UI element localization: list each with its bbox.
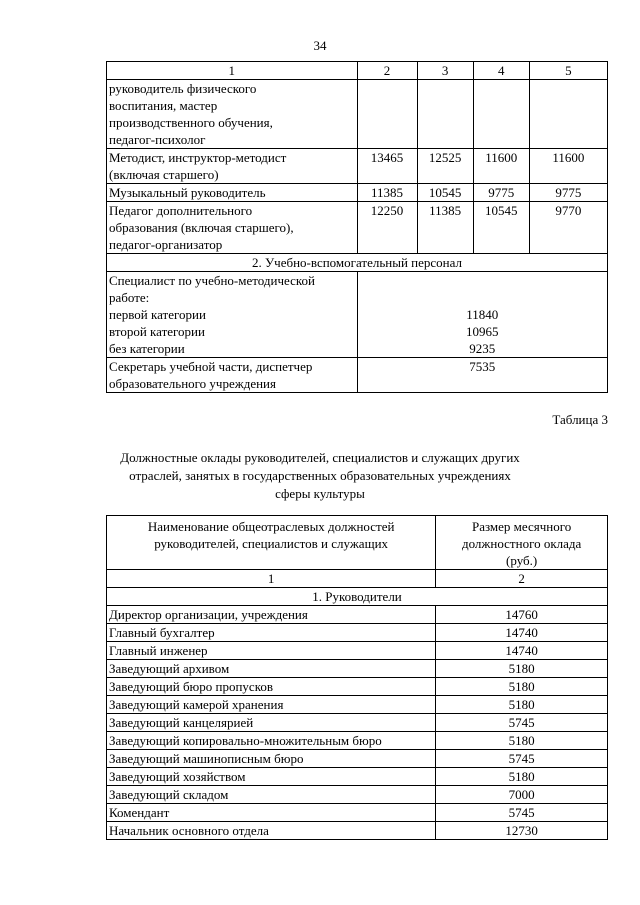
position-name: Методист, инструктор-методист (включая старшего) <box>107 149 358 184</box>
position-name: Начальник основного отдела <box>107 822 436 840</box>
position-name: Главный бухгалтер <box>107 624 436 642</box>
salary-cell: 14740 <box>436 642 608 660</box>
salary-cell: 5745 <box>436 714 608 732</box>
salary-cell: 7535 <box>357 358 608 393</box>
salary-cell: 5180 <box>436 732 608 750</box>
column-header: Наименование общеотраслевых должностей руководителей, специалистов и служащих <box>107 516 436 570</box>
column-number: 1 <box>107 570 436 588</box>
section-title: 1. Руководители <box>107 588 608 606</box>
position-name: Педагог дополнительного образования (включая старшего), педагог-организатор <box>107 202 358 254</box>
table-row <box>107 804 608 822</box>
table-row <box>107 358 608 393</box>
table-row <box>107 750 608 768</box>
salary-cell <box>417 80 473 149</box>
table-row <box>107 678 608 696</box>
table-row <box>107 732 608 750</box>
column-number: 3 <box>417 62 473 80</box>
salary-cell: 11385 <box>357 184 417 202</box>
section-row <box>107 588 608 606</box>
salary-cell: 5180 <box>436 660 608 678</box>
salary-cell: 12525 <box>417 149 473 184</box>
table-number-row <box>107 570 608 588</box>
salary-cell: 10545 <box>417 184 473 202</box>
table-heading: Должностные оклады руководителей, специалистов и служащих других отраслей, занятых в государственных образовательных учреждениях сферы культуры <box>120 450 520 501</box>
salary-cell: 12250 <box>357 202 417 254</box>
table-row <box>107 768 608 786</box>
table-caption: Таблица 3 <box>552 412 608 427</box>
table-row <box>107 714 608 732</box>
salary-cell: 5180 <box>436 768 608 786</box>
salary-cell: 13465 <box>357 149 417 184</box>
salary-cell: 5745 <box>436 804 608 822</box>
salary-table-continued <box>106 61 608 393</box>
table-row <box>107 642 608 660</box>
column-number: 2 <box>357 62 417 80</box>
salary-cell: 14760 <box>436 606 608 624</box>
position-name: Комендант <box>107 804 436 822</box>
table-row <box>107 786 608 804</box>
salary-cell: 11600 <box>473 149 529 184</box>
table-row <box>107 184 608 202</box>
salary-cell <box>473 80 529 149</box>
table-header-row <box>107 516 608 570</box>
salary-cell: 11600 <box>529 149 607 184</box>
position-name: Заведующий копировально-множительным бюро <box>107 732 436 750</box>
position-name: Заведующий камерой хранения <box>107 696 436 714</box>
table-row <box>107 80 608 149</box>
table-row <box>107 624 608 642</box>
position-name: Музыкальный руководитель <box>107 184 358 202</box>
position-name: Специалист по учебно-методической работе: первой категории второй категории без категории <box>107 272 358 358</box>
table-row <box>107 696 608 714</box>
salary-cell: 14740 <box>436 624 608 642</box>
position-name: Заведующий складом <box>107 786 436 804</box>
position-name: Директор организации, учреждения <box>107 606 436 624</box>
position-name: Секретарь учебной части, диспетчер образовательного учреждения <box>107 358 358 393</box>
salary-table-culture <box>106 515 608 840</box>
salary-cell: 9775 <box>473 184 529 202</box>
position-name: Заведующий хозяйством <box>107 768 436 786</box>
table-row <box>107 822 608 840</box>
salary-cell: 11385 <box>417 202 473 254</box>
section-title: 2. Учебно-вспомогательный персонал <box>107 254 608 272</box>
position-name: Заведующий канцелярией <box>107 714 436 732</box>
section-row <box>107 254 608 272</box>
table-row <box>107 606 608 624</box>
column-number: 5 <box>529 62 607 80</box>
position-name: руководитель физического воспитания, мастер производственного обучения, педагог-психолог <box>107 80 358 149</box>
salary-cell: 5745 <box>436 750 608 768</box>
page-number: 34 <box>313 38 327 53</box>
salary-cell: 10545 <box>473 202 529 254</box>
column-header: Размер месячного должностного оклада (руб.) <box>436 516 608 570</box>
position-name: Главный инженер <box>107 642 436 660</box>
salary-cell: 9770 <box>529 202 607 254</box>
position-name: Заведующий машинописным бюро <box>107 750 436 768</box>
table-row <box>107 660 608 678</box>
salary-cell: 11840 10965 9235 <box>357 272 608 358</box>
salary-cell: 5180 <box>436 678 608 696</box>
position-name: Заведующий архивом <box>107 660 436 678</box>
column-number: 2 <box>436 570 608 588</box>
table-row <box>107 202 608 254</box>
salary-cell: 12730 <box>436 822 608 840</box>
column-number: 4 <box>473 62 529 80</box>
salary-cell: 5180 <box>436 696 608 714</box>
position-name: Заведующий бюро пропусков <box>107 678 436 696</box>
salary-cell <box>529 80 607 149</box>
table-row <box>107 149 608 184</box>
table-header-row <box>107 62 608 80</box>
salary-cell: 7000 <box>436 786 608 804</box>
salary-cell: 9775 <box>529 184 607 202</box>
table-row <box>107 272 608 358</box>
salary-cell <box>357 80 417 149</box>
column-number: 1 <box>107 62 358 80</box>
